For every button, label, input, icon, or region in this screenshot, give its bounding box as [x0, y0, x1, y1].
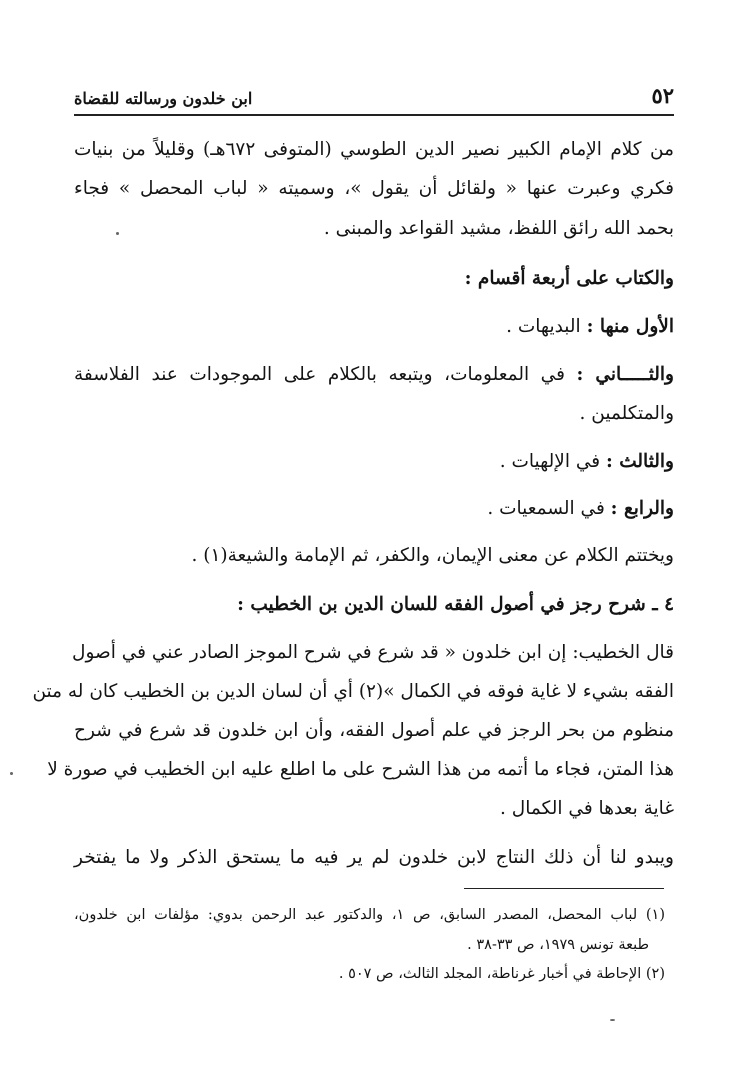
section-third-text: في الإلهيات . — [499, 451, 606, 472]
section-fourth — [487, 496, 674, 526]
scan-speck — [10, 772, 13, 775]
section-third — [500, 449, 674, 479]
section-second-label: والثـــــاني : — [576, 364, 674, 385]
sections-heading: والكتاب على أربعة أقسام : — [464, 268, 674, 289]
footnote-2: (٢) الإحاطة في أخبار غرناطة، المجلد الثالث، ص ٥٠٧ . — [338, 966, 665, 982]
para2-line-2: الفقه بشيء لا غاية فوقه في الكمال »(٢) أي أن لسان الدين بن الخطيب كان له متن — [32, 681, 674, 702]
footnote-1: (١) لباب المحصل، المصدر السابق، ص ١، والدكتور عبد الرحمن بدوي: مؤلفات ابن خلدون، — [74, 907, 665, 923]
section-third-label: والثالث : — [605, 451, 674, 472]
section-first-text: البديهات . — [506, 316, 587, 337]
footnote-1-cont: طبعة تونس ١٩٧٩، ص ٣٣-٣٨ . — [467, 937, 649, 953]
section-second-text: في المعلومات، ويتبعه بالكلام على الموجودات عند الفلاسفة — [74, 364, 577, 385]
section-first — [506, 314, 674, 344]
section-first-label: الأول منها : — [586, 316, 674, 337]
closing-line: ويختتم الكلام عن معنى الإيمان، والكفر، ثم الإمامة والشيعة(١) . — [191, 545, 674, 566]
para2-line-5: غاية بعدها في الكمال . — [500, 798, 674, 819]
footnote-rule — [464, 888, 664, 889]
para2-line-3: منظوم من بحر الرجز في علم أصول الفقه، وأن ابن خلدون قد شرع في شرح — [74, 720, 674, 741]
running-title: ابن خلدون ورسالته للقضاة — [74, 89, 253, 108]
section-fourth-label: والرابع : — [610, 498, 674, 519]
section-fourth-text: في السمعيات . — [487, 498, 611, 519]
section-second — [74, 362, 674, 392]
page-number: ٥٢ — [651, 83, 674, 108]
para3-line: ويبدو لنا أن ذلك النتاج لابن خلدون لم ير فيه ما يستحق الذكر ولا ما يفتخر — [74, 847, 674, 868]
intro-line-3: بحمد الله رائق اللفظ، مشيد القواعد والمبنى . — [323, 218, 674, 239]
para2-line-4: هذا المتن، فجاء ما أتمه من هذا الشرح على ما اطلع عليه ابن الخطيب في صورة لا — [47, 759, 674, 780]
header-rule — [74, 114, 674, 116]
intro-line-1: من كلام الإمام الكبير نصير الدين الطوسي (المتوفى ٦٧٢هـ) وقليلاً من بنيات — [74, 139, 675, 160]
para2-line-1: قال الخطيب: إن ابن خلدون « قد شرع في شرح الموجز الصادر عني في أصول — [72, 642, 674, 663]
section-heading: ٤ ـ شرح رجز في أصول الفقه للسان الدين بن الخطيب : — [237, 594, 674, 615]
scan-speck — [610, 1019, 615, 1021]
intro-line-2: فكري وعبرت عنها « ولقائل أن يقول »، وسميته « لباب المحصل » فجاء — [74, 178, 674, 199]
section-second-cont: والمتكلمين . — [579, 403, 674, 424]
scan-speck — [116, 232, 119, 235]
running-header — [74, 82, 674, 108]
